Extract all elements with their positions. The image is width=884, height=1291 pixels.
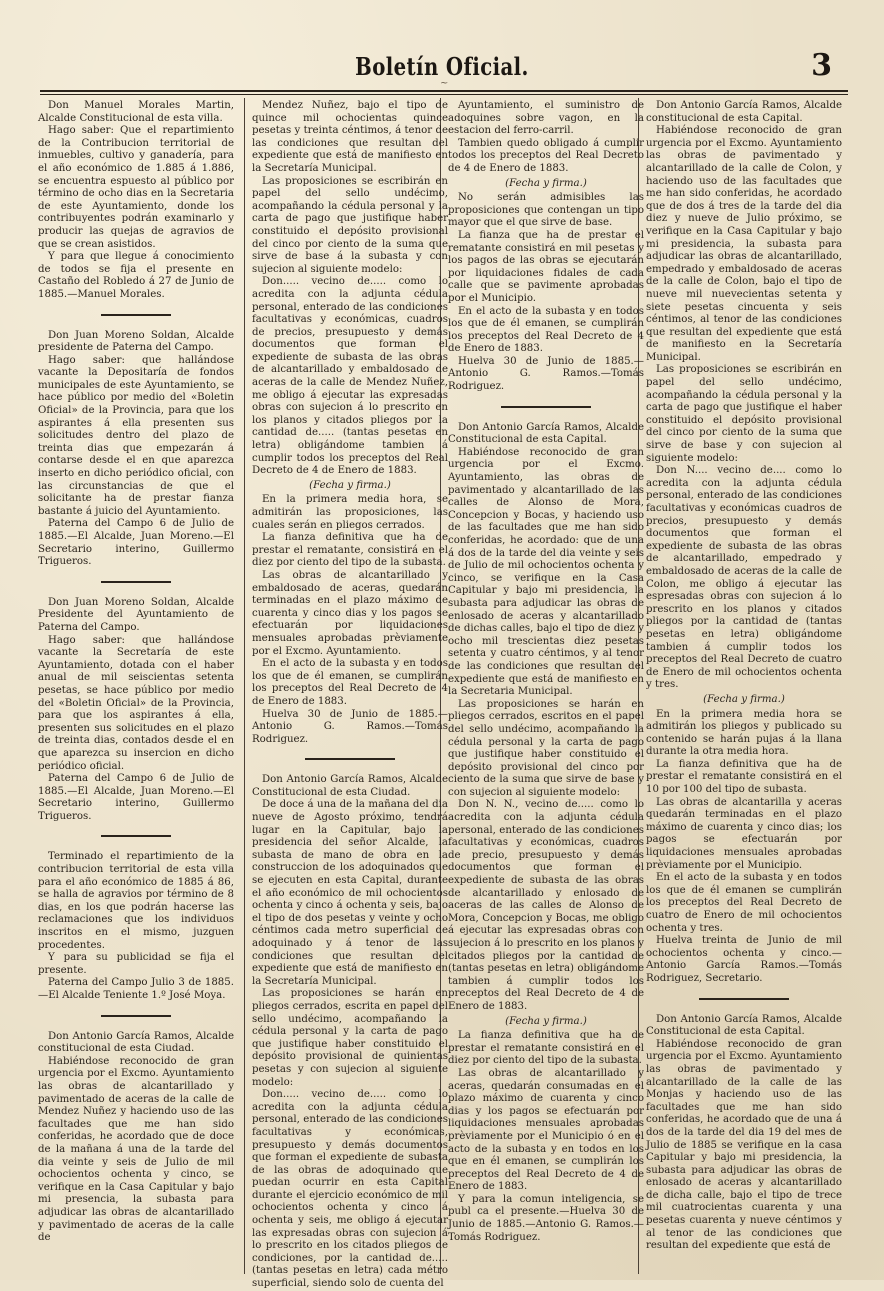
notice — [38, 330, 234, 569]
notice-paragraph: Y para su publicidad se fija el presente. — [38, 952, 234, 976]
notice-paragraph: Huelva 30 de Junio de 1885.—Antonio G. Ramos.—Tomás Rodriguez. — [448, 355, 644, 393]
column-3 — [448, 100, 644, 1272]
header-rule-thin — [40, 94, 848, 95]
notice-paragraph: Paterna del Campo 6 de Julio de 1885.—El Alcalde, Juan Moreno.—El Secretario interino, Guillermo Trigueros. — [38, 518, 234, 568]
separator-rule — [101, 835, 171, 837]
notice-paragraph: Y para la comun inteligencia, se publ ca el presente.—Huelva 30 de Junio de 1885.—Antonio G. Ramos.—Tomás Rodriguez. — [448, 1193, 644, 1243]
notice-paragraph: La fianza definitiva que ha de prestar el rematante consistirá en el 10 por 100 del tipo de subasta. — [646, 758, 842, 796]
notice-paragraph: De doce á una de la mañana del dia nueve de Agosto próximo, tendrá lugar en la Capitular, bajo la presidencia del señor Alcalde, la subasta de mano de obra en la construccion de los adoquinados que se ejecuten en esta Capital, durante el año económico de mil ochocientos ochenta y cinco á ochenta y seis, bajo el tipo de dos pesetas y veinte y ocho céntimos cada metro superficial de adoquinado y á tenor de las condiciones que resultan del expediente que está de manifiesto en la Secretaría Municipal. — [252, 799, 448, 987]
notice — [646, 1014, 842, 1253]
notice-paragraph: Habiéndose reconocido de gran urgencia por el Excmo. Ayuntamiento las obras de pavimentado y alcantarillado de la calle de las Monjas y haciendo uso de las facultades que me han sido conferidas, he acordado que de una á dos de la tarde del dia 19 del mes de Julio de 1885 se verifique en la casa Capitular y bajo mi presidencia, la subasta para adjudicar las obras de enlosado de aceras y alcantarillado de dicha calle, bajo el tipo de trece mil cuatrocientas cuarenta y una pesetas cuarenta y nueve céntimos y al tenor de las condiciones que resultan del expediente que está de — [646, 1038, 842, 1252]
notice-paragraph: Hago saber: que hallándose vacante la Depositaría de fondos municipales de este Ayuntamiento, se hace público por medio del «Boletin Oficial» de la Provincia, para que los aspirantes á ella presenten sus solicitudes dentro del plazo de treinta dias que empezarán á contarse desde el en que aparezca inserto en dicho periódico oficial, con las circunstancias de que el solicitante ha de prestar fianza bastante á juicio del Ayuntamiento. — [38, 354, 234, 517]
notice-paragraph: En el acto de la subasta y en todos los que de él emanen, se cumplirán los preceptos del Real Decreto de 4 de Enero de 1883. — [448, 305, 644, 355]
signature-line: (Fecha y firma.) — [505, 177, 587, 189]
notice-paragraph: La fianza que ha de prestar el rematante consistirá en mil pesetas y los pagos de las obras se ejecutarán por liquidaciones fidales de cada calle que se pavimente aprobadas por el Municipio. — [448, 229, 644, 304]
notice — [448, 422, 644, 1245]
notice-paragraph: Paterna del Campo Julio 3 de 1885.—El Alcalde Teniente 1.º José Moya. — [38, 977, 234, 1001]
separator-rule — [101, 581, 171, 583]
notice-paragraph: Habiéndose reconocido de gran urgencia por el Excmo. Ayuntamiento, las obras de pavimentado y alcantarillado de las calles de Alonso de Mora, Concepcion y Bocas, y haciendo uso de las facultades que me han sido conferidas, he acordado: que de una á dos de la tarde del dia veinte y seis de Julio de mil ochocientos ochenta y cinco, se verifique en la Casa Capitular y bajo mi presidencia, la subasta para adjudicar las obras de enlosado de aceras y alcantarillado de dichas calles, bajo el tipo de diez y ocho mil trescientas diez pesetas setenta y cuatro céntimos, y al tenor de las condiciones que resultan del expediente que está de manifiesto en la Secretaria Municipal. — [448, 446, 644, 698]
column-4 — [646, 100, 842, 1272]
notice — [38, 1031, 234, 1245]
notice-paragraph: Las obras de alcantarilla y aceras quedarán terminadas en el plazo máximo de cuarenta y cinco dias; los pagos se efectuarán por liquidaciones mensuales aprobadas prèviamente por el Municipio. — [646, 796, 842, 871]
notice-paragraph: Las obras de alcantarillado y embaldosado de aceras, quedarán terminadas en el plazo máximo de cuarenta y cinco dias y los pagos se efectuarán por liquidaciones mensuales aprobadas prèviamente por el Excmo. Ayuntamiento. — [252, 569, 448, 657]
notice — [252, 774, 448, 1290]
signature-line: (Fecha y firma.) — [505, 1015, 587, 1027]
separator-rule — [501, 406, 591, 408]
separator-rule — [699, 998, 789, 1000]
column-divider — [244, 98, 245, 1274]
notice-paragraph: En el acto de la subasta y en todos los que de él emanen se cumplirán los preceptos del Real Decreto de cuatro de Enero de mil ochocientos ochenta y tres. — [646, 872, 842, 934]
notice-paragraph: Tambien quedo obligado á cumplir todos los preceptos del Real Decreto de 4 de Enero de 1883. — [448, 137, 644, 174]
notice-paragraph: Habiéndose reconocido de gran urgencia por el Excmo. Ayuntamiento las obras de alcantarillado y pavimentado de aceras de la calle de Mendez Nuñez y haciendo uso de las facultades que me han sido conferidas, he acordado que de doce de la mañana á una de la tarde del dia veinte y seis de Julio de mil ochocientos ochenta y cinco, se verifique en la Casa Capitular y bajo mi presencia, la subasta para adjudicar las obras de alcantarillado y pavimentado de aceras de la calle de — [38, 1055, 234, 1244]
notice-paragraph: Paterna del Campo 6 de Julio de 1885.—El Alcalde, Juan Moreno.—El Secretario interino, Guillermo Trigueros. — [38, 773, 234, 822]
notice-paragraph: En la primera media hora, se admitirán las proposiciones, las cuales serán en pliegos cerrados. — [252, 494, 448, 531]
notice-heading: Don Manuel Morales Martin, Alcalde Constitucional de esta villa. — [38, 100, 234, 124]
notice-paragraph: Don..... vecino de..... como lo acredita con la adjunta cédula personal, enterado de las condiciones facultativas y económicas, cuadros de precios, presupuesto y demás documentos que forman el expediente de subasta de las obras de alcantarillado y embaldosado de aceras de la calle de Mendez Nuñez, me obligo á ejecutar las expresadas obras con sujecion á lo prescrito en los planos y citados pliegos por la cantidad de..... (tantas pesetas en letra) obligándome tambien á cumplir todos los preceptos del Real Decreto de 4 de Enero de 1883. — [252, 276, 448, 477]
notice-paragraph: Ayuntamiento, el suministro de adoquines sobre vagon, en la estacion del ferro-carril. — [448, 100, 644, 137]
header-rule — [40, 90, 848, 92]
column-2 — [252, 100, 448, 1290]
notice-paragraph: Terminado el repartimiento de la contribucion territorial de esta villa para el año económico de 1885 á 86, se halla de agravios por término de 8 dias, en los que podrán hacerse las reclamaciones que los individuos inscritos en el mismo, juzguen procedentes. — [38, 851, 234, 951]
signature-line: (Fecha y firma.) — [309, 479, 391, 491]
separator-rule — [101, 1015, 171, 1017]
notice-heading: Don Juan Moreno Soldan, Alcalde Presidente del Ayuntamiento de Paterna del Campo. — [38, 596, 234, 633]
notice — [252, 100, 448, 746]
notice-paragraph: La fianza definitiva que ha de prestar el rematante consistirá en el diez por ciento del tipo de la subasta. — [448, 1030, 644, 1067]
notice — [448, 100, 644, 394]
notice-heading: Don Antonio García Ramos, Alcalde constitucional de esta Ciudad. — [38, 1030, 234, 1055]
notice-heading: Don Antonio García Ramos, Alcalde Constitucional de esta Capital. — [646, 1013, 842, 1038]
notice-paragraph: En el acto de la subasta y en todos los que de él emanen, se cumplirán los preceptos del Real Decreto de 4 de Enero de 1883. — [252, 658, 448, 707]
notice — [38, 851, 234, 1002]
notice-heading: Don Antonio García Ramos, Alcalde constitucional de esta Capital. — [646, 100, 842, 124]
notice-paragraph: Las proposiciones se escribirán en papel del sello undécimo, acompañando la cédula personal y la carta de pago que justifique haber constituido el depósito provisional del cinco por ciento de la suma que sirve de base á la subasta y con sujecion al siguiente modelo: — [252, 175, 448, 275]
notice-paragraph: Mendez Nuñez, bajo el tipo de quince mil ochocientas quince pesetas y treinta céntimos, á tenor de las condiciones que resultan del expediente que está de manifiesto en la Secretaría Municipal. — [252, 100, 448, 174]
notice-paragraph: Las proposiciones se escribirán en papel del sello undécimo, acompañando la cédula personal y la carta de pago que justifique el haber constituido el depósito provisional del cinco por ciento de la suma que sirve de base y con sujecion al siguiente modelo: — [646, 364, 842, 464]
notice — [38, 597, 234, 824]
notice-paragraph: Y para que llegue á conocimiento de todos se fija el presente en Castaño del Robledo á 27 de Junio de 1885.—Manuel Morales. — [38, 251, 234, 300]
notice-paragraph: Hago saber: que hallándose vacante la Secretaría de este Ayuntamiento, dotada con el haber anual de mil seiscientas setenta pesetas, se hace público por medio del «Boletin Oficial» de la Provincia, para que los aspirantes á ella, presenten sus solicitudes en el plazo de treinta dias, contados desde el en que aparezca su insercion en dicho periódico oficial. — [38, 634, 234, 772]
notice-heading: Don Antonio García Ramos, Alcalde Constitucional de esta Capital. — [448, 421, 644, 446]
notice-heading: Don Antonio García Ramos, Alcalde Constitucional de esta Ciudad. — [252, 774, 448, 798]
notice — [38, 100, 234, 302]
notice-paragraph: En la primera media hora se admitirán los pliegos y publicado su contenido se harán pujas á la llana durante la otra media hora. — [646, 708, 842, 758]
notice-paragraph: Hago saber: Que el repartimiento de la Contribucion territorial de inmuebles, cultivo y ganadería, para el año económico de 1.885 á 1.886, se encuentra espuesto al público por término de ocho dias en la Secretaria de este Ayuntamiento, donde los contribuyentes podrán examinarlo y producir las quejas de agravios de que se crean asistidos. — [38, 125, 234, 250]
notice-paragraph: Las obras de alcantarillado y aceras, quedarán consumadas en el plazo máximo de cuarenta y cinco dias y los pagos se efectuarán por liquidaciones mensuales aprobadas prèviamente por el Municipio ó en el acto de la subasta y en todos en los que en él emanen, se cumplirán los preceptos del Real Decreto de 4 de Enero de 1883. — [448, 1067, 644, 1193]
notice-paragraph: Las proposiciones se harán en pliegos cerrados, escritos en el papel del sello undécimo, acompañando la cédula personal y la carta de pago que justifique haber constituido el depósito provisional del cinco por ciento de la suma que sirve de base y con sujecion al siguiente modelo: — [448, 698, 644, 798]
notice-paragraph: Don..... vecino de..... como lo acredita con la adjunta cédula personal, enterado de las condiciones facultativas y económicas, presupuesto y demás documentos que forman el expediente de subasta de las obras de adoquinado que puedan ocurrir en esta Capital durante el ejercicio económico de mil ochocientos ochenta y cinco á ochenta y seis, me obligo á ejecutar las expresadas obras con sujecion á lo prescrito en los citados pliegos de condiciones, por la cantidad de..... (tantas pesetas en letra) cada métro superficial, siendo solo de cuenta del — [252, 1089, 448, 1290]
notice-heading: Don Juan Moreno Soldan, Alcalde presidente de Paterna del Campo. — [38, 329, 234, 354]
page-title: Boletín Oficial. — [355, 52, 529, 81]
ornament-icon: ~ — [440, 78, 449, 89]
notice-paragraph: Don N.... vecino de.... como lo acredita con la adjunta cédula personal, enterado de las condiciones facultativas y económicas cuadros de precios, presupuesto y demás documentos que forman el expediente de subasta de las obras de alcantarillado, empedrado y embaldosado de aceras de la calle de Colon, me obligo á ejecutar las espresadas obras con sujecion á lo prescrito en los planos y citados pliegos por la cantidad de (tantas pesetas en letra) obligándome tambien á cumplir todos los preceptos del Real Decreto de cuatro de Enero de mil ochocientos ochenta y tres. — [646, 465, 842, 691]
column-1 — [38, 100, 234, 1272]
separator-rule — [101, 314, 171, 316]
notice — [646, 100, 842, 986]
masthead — [0, 48, 884, 88]
page-number: 3 — [811, 48, 832, 83]
notice-paragraph: Huelva 30 de Junio de 1885.—Antonio G. Ramos.—Tomás Rodriguez. — [252, 708, 448, 745]
separator-rule — [305, 758, 395, 760]
notice-paragraph: Las proposiciones se harán en pliegos cerrados, escrita en papel del sello undécimo, acompañando la cédula personal y la carta de pago que justifique haber constituido el depósito provisional de quinientas pesetas y con sujecion al siguiente modelo: — [252, 988, 448, 1088]
notice-paragraph: No serán admisibles las proposiciones que contengan un tipo mayor que el que sirve de base. — [448, 192, 644, 229]
signature-line: (Fecha y firma.) — [703, 693, 785, 705]
notice-paragraph: Don N. N., vecino de..... como lo acredita con la adjunta cédula personal, enterado de las condiciones facultativas y económicas, cuadros de precio, presupuesto y demás documentos que forman el expediente de subasta de las obras de alcantarillado y enlosado de aceras de las calles de Alonso de Mora, Concepcion y Bocas, me obligo á ejecutar las expresadas obras con sujecion á lo prescrito en los planos y citados pliegos por la cantidad de (tantas pesetas en letra) obligándome tambien á cumplir todos los preceptos del Real Decreto de 4 de Enero de 1883. — [448, 799, 644, 1012]
notice-paragraph: Huelva treinta de Junio de mil ochocientos ochenta y cinco.—Antonio García Ramos.—Tomás Rodriguez, Secretario. — [646, 935, 842, 984]
notice-paragraph: Habiéndose reconocido de gran urgencia por el Excmo. Ayuntamiento las obras de pavimentado y alcantarillado de la calle de Colon, y haciendo uso de las facultades que me han sido conferidas, he acordado que de dos á tres de la tarde del dia diez y nueve de Julio próximo, se verifique en la Casa Capitular y bajo mi presidencia, la subasta para adjudicar las obras de alcantarillado, empedrado y embaldosado de aceras de la calle de Colon, bajo el tipo de nueve mil nuevecientas setenta y siete pesetas cincuenta y seis céntimos, al tenor de las condiciones que resultan del expediente que está de manifiesto en la Secretaría Municipal. — [646, 125, 842, 363]
notice-paragraph: La fianza definitiva que ha de prestar el rematante, consistirá en el diez por ciento del tipo de la subasta. — [252, 532, 448, 569]
